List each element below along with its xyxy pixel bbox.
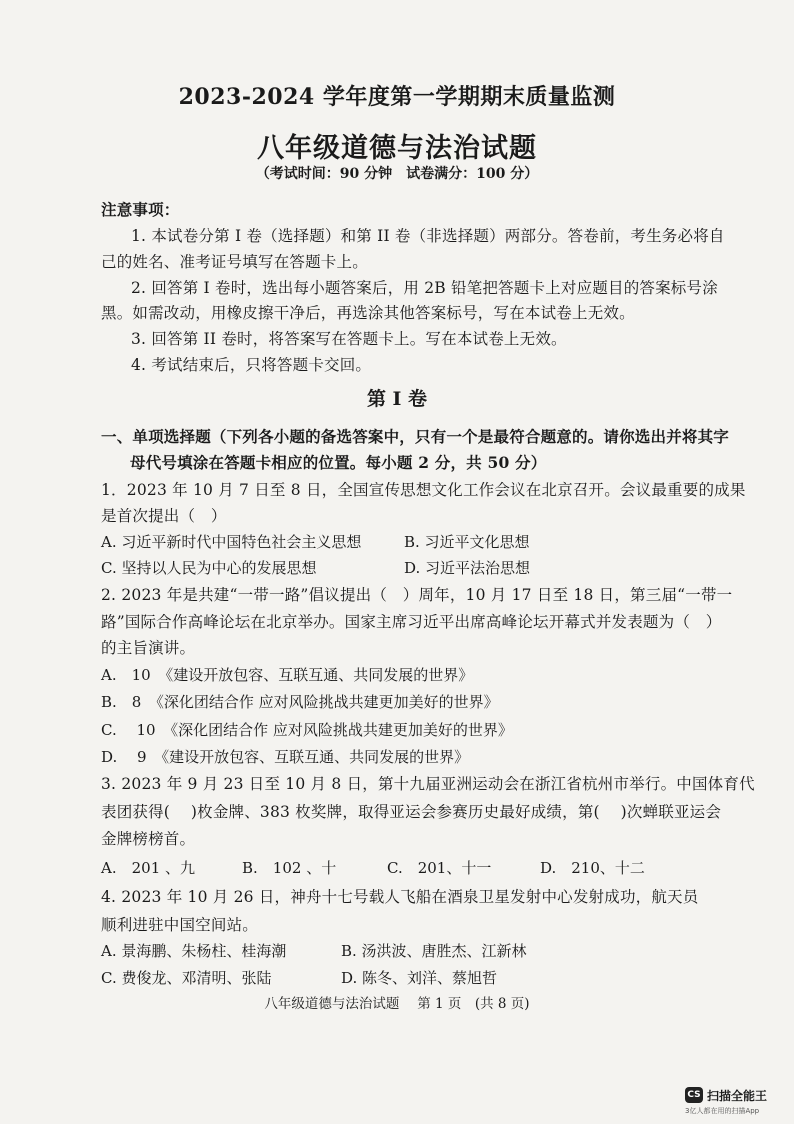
question-1-stem: 1．2023 年 10 月 7 日至 8 日，全国宣传思想文化工作会议在北京召开。会议最重要的成果 [101,481,746,499]
question-2-stem: 的主旨演讲。 [101,639,196,657]
notice-line: 2. 回答第 I 卷时，选出每小题答案后，用 2B 铅笔把答题卡上对应题目的答案标号涂 [131,279,718,297]
question-4-option-c: C. 费俊龙、邓清明、张陆 [101,969,272,987]
question-3-option-b: B. 102 、十 [242,859,337,877]
question-3-stem: 3. 2023 年 9 月 23 日至 10 月 8 日，第十九届亚洲运动会在浙江省杭州市举行。中国体育代 [101,775,755,793]
question-2-option-d: D. 9 《建设开放包容、互联互通、共同发展的世界》 [101,748,470,766]
question-1-option-d: D. 习近平法治思想 [404,559,531,577]
question-2-option-a: A. 10 《建设开放包容、互联互通、共同发展的世界》 [101,666,474,684]
question-2-option-b: B. 8 《深化团结合作 应对风险挑战共建更加美好的世界》 [101,693,499,711]
question-3-option-a: A. 201 、九 [101,859,195,877]
question-4-option-d: D. 陈冬、刘洋、蔡旭哲 [341,969,498,987]
camscanner-icon: CS [685,1087,703,1103]
volume-heading: 第 I 卷 [366,388,428,410]
scanner-watermark [685,1087,789,1121]
question-3-option-c: C. 201、十一 [387,859,492,877]
question-1-option-c: C. 坚持以人民为中心的发展思想 [101,559,317,577]
question-4-option-a: A. 景海鹏、朱杨柱、桂海潮 [101,942,287,960]
question-1-stem: 是首次提出（ ） [101,507,227,525]
page-footer: 八年级道德与法治试题 第 1 页 (共 8 页) [264,996,530,1012]
notice-heading: 注意事项： [101,200,180,219]
question-3-stem: 金牌榜榜首。 [101,830,196,848]
question-3-stem: 表团获得( )枚金牌、383 枚奖牌，取得亚运会参赛历史最好成绩，第( )次蝉联亚运会 [101,803,722,821]
question-1-option-b: B. 习近平文化思想 [404,533,530,551]
section-instruction: 母代号填涂在答题卡相应的位置。每小题 2 分，共 50 分） [130,453,547,472]
question-4-stem: 顺利进驻中国空间站。 [101,916,259,934]
question-2-option-c: C. 10 《深化团结合作 应对风险挑战共建更加美好的世界》 [101,721,513,739]
exam-title: 2023-2024 学年度第一学期期末质量监测 [178,84,616,110]
notice-line: 3. 回答第 II 卷时，将答案写在答题卡上。写在本试卷上无效。 [131,330,567,348]
question-2-stem: 路”国际合作高峰论坛在北京举办。国家主席习近平出席高峰论坛开幕式并发表题为（ ） [101,613,722,631]
question-4-stem: 4. 2023 年 10 月 26 日，神舟十七号载人飞船在酒泉卫星发射中心发射成功，航天员 [101,888,699,906]
notice-line: 己的姓名、准考证号填写在答题卡上。 [101,253,368,271]
question-3-option-d: D. 210、十二 [540,859,645,877]
notice-line: 4. 考试结束后，只将答题卡交回。 [131,356,372,374]
question-2-stem: 2. 2023 年是共建“一带一路”倡议提出（ ）周年，10 月 17 日至 18 日，第三届“一带一 [101,586,733,604]
notice-line: 1. 本试卷分第 I 卷（选择题）和第 II 卷（非选择题）两部分。答卷前，考生务必将自 [131,227,725,245]
scanner-app-name: 扫描全能王 [707,1089,768,1103]
scanner-tagline: 3亿人都在用的扫描App [685,1107,760,1115]
question-1-option-a: A. 习近平新时代中国特色社会主义思想 [101,533,362,551]
subject-title: 八年级道德与法治试题 [257,133,537,164]
exam-info: （考试时间：90 分钟 试卷满分：100 分） [255,166,539,182]
section-instruction: 一、单项选择题（下列各小题的备选答案中，只有一个是最符合题意的。请你选出并将其字 [101,427,730,446]
question-4-option-b: B. 汤洪波、唐胜杰、江新林 [341,942,527,960]
notice-line: 黑。如需改动，用橡皮擦干净后，再选涂其他答案标号，写在本试卷上无效。 [101,304,635,322]
